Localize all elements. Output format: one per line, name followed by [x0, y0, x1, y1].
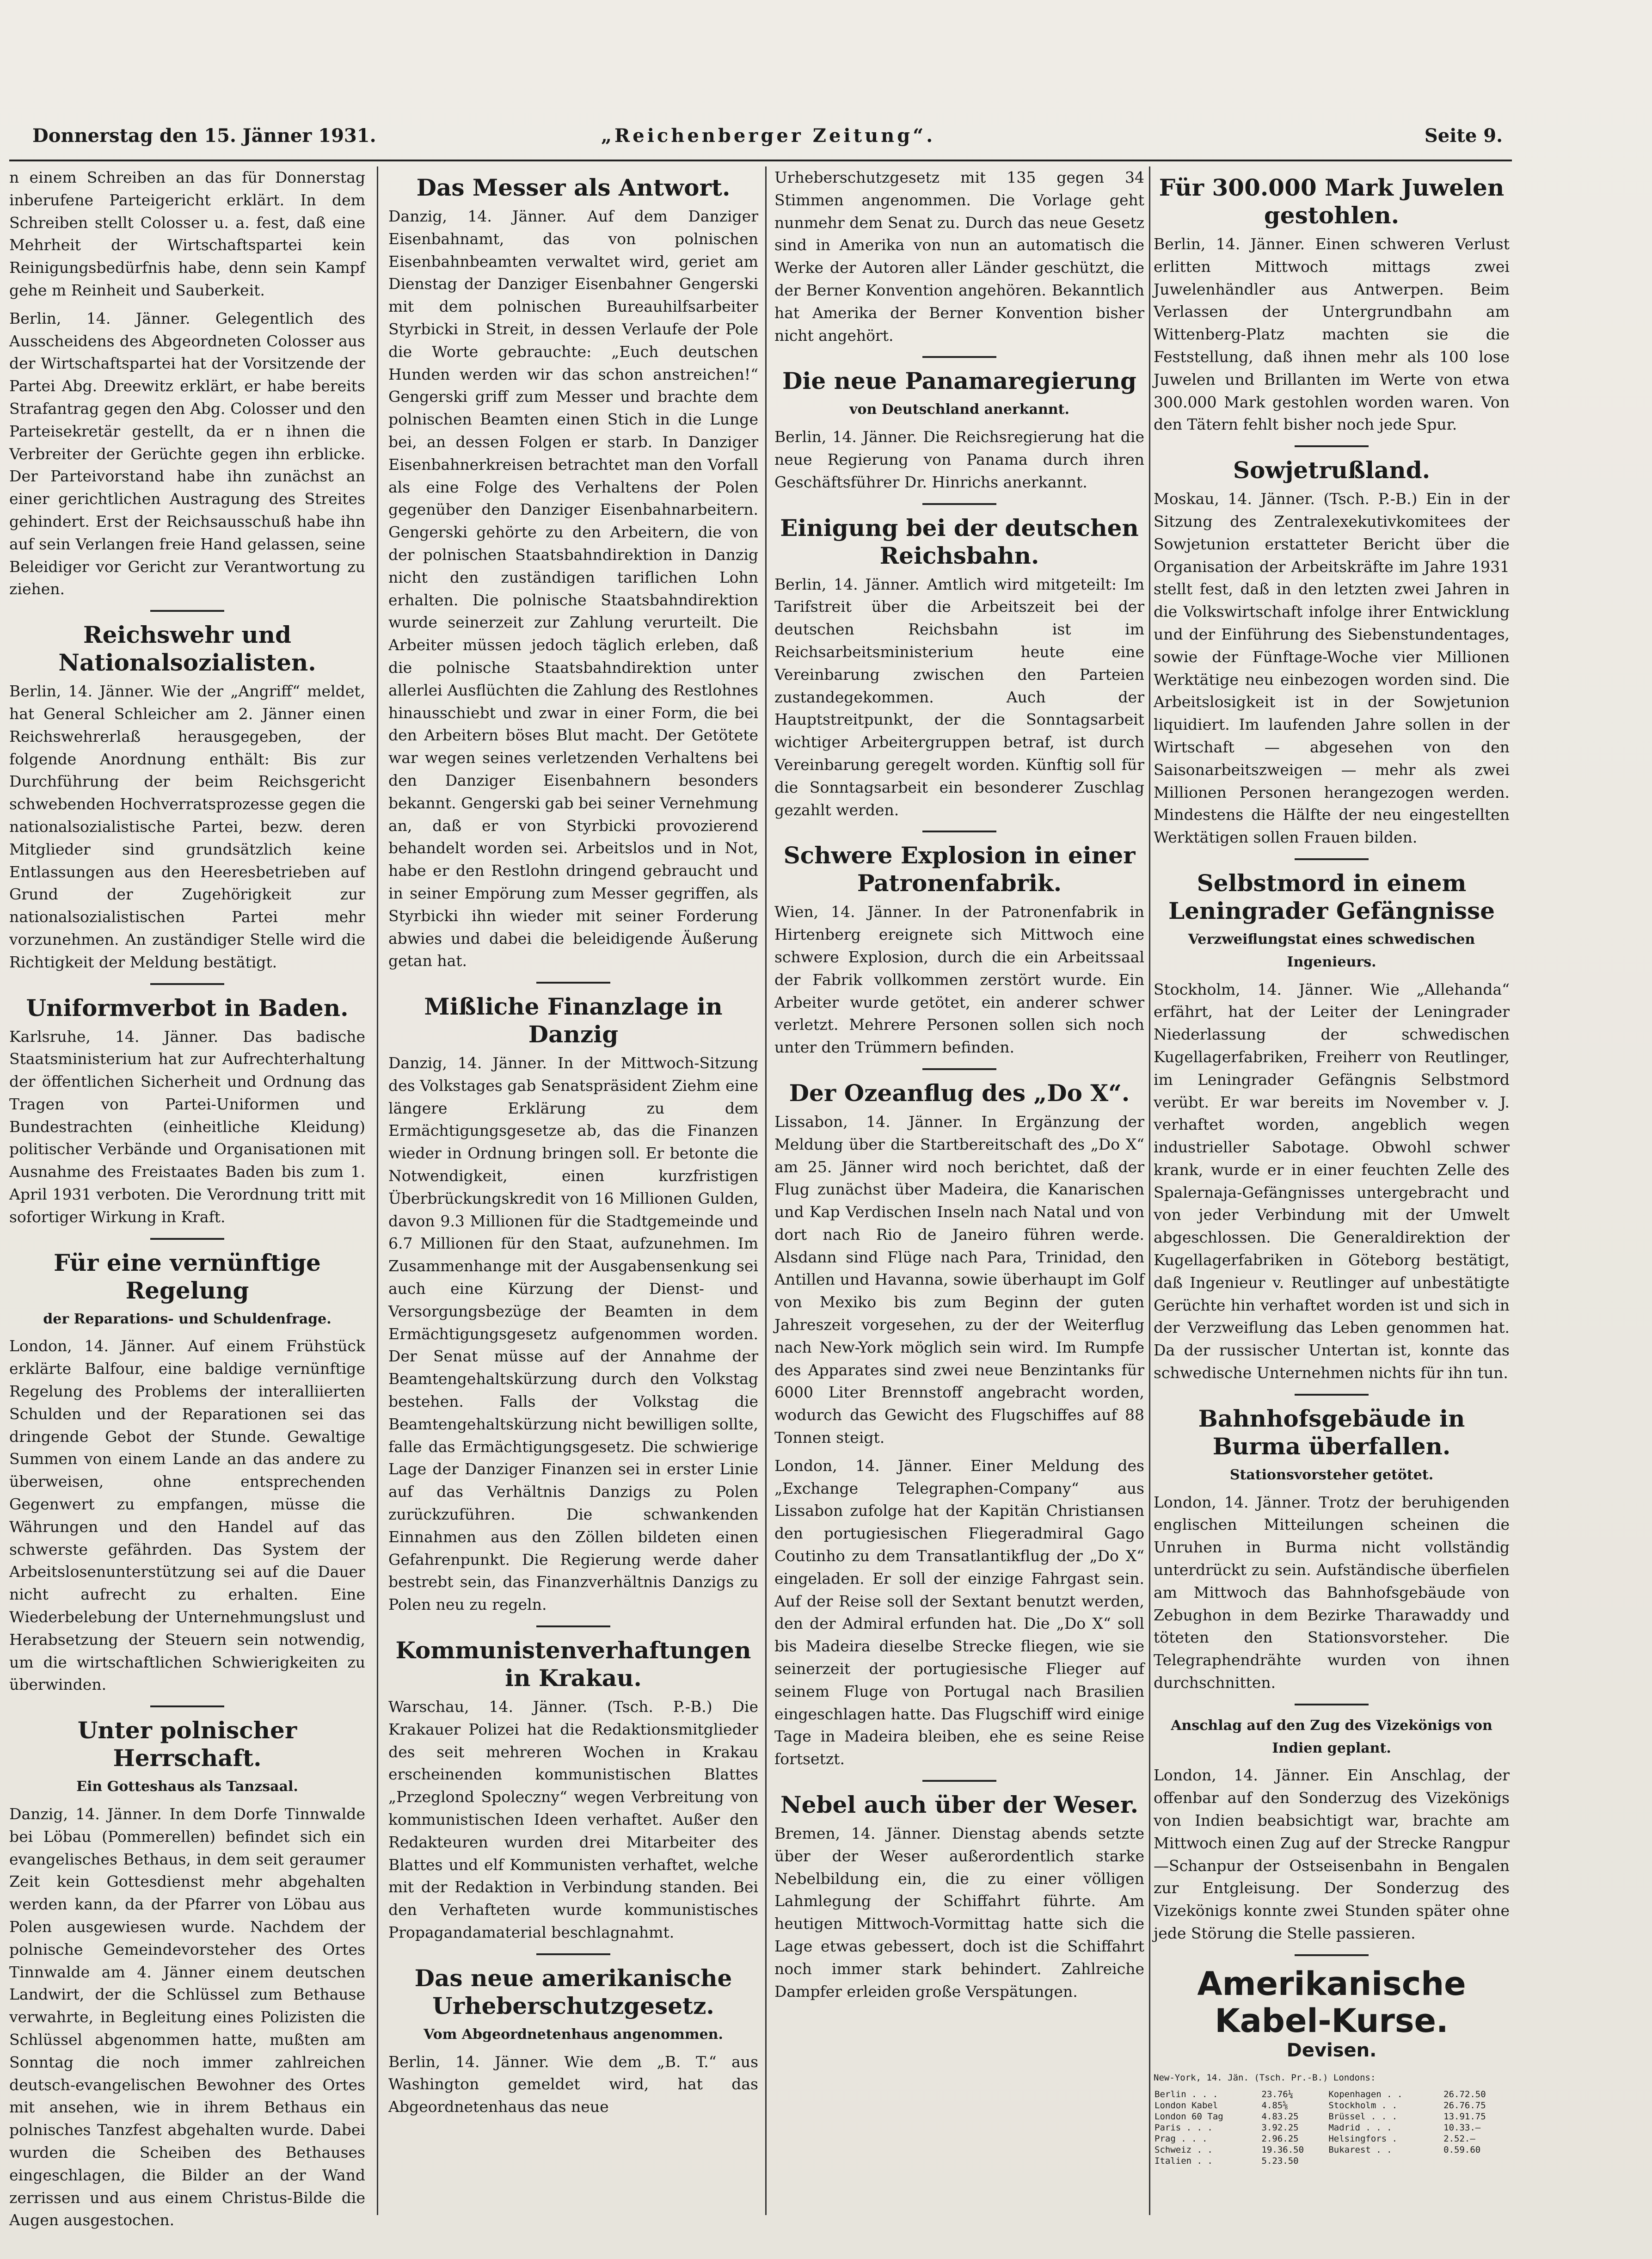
table-cell: Italien . . — [1155, 2156, 1213, 2167]
article-separator — [536, 982, 610, 984]
article-paragraph: Karlsruhe, 14. Jänner. Das badische Staatsministerium hat zur Aufrechterhaltung der öffentlichen Sicherheit und Ordnung das Tragen von Partei-Uniformen und Bundestrachten (einheitliche Kleidung) politischer Verbände und Organisationen mit Ausnahme des Freistaates Baden bis zum 1. April 1931 verboten. Die Verordnung tritt mit sofortiger Wirkung in Kraft. — [9, 1027, 365, 1226]
table-cell: Bukarest . . — [1328, 2145, 1392, 2155]
table-cell — [1327, 2155, 1443, 2167]
article-separator — [150, 610, 224, 612]
article-headline: Das Messer als Antwort. — [416, 174, 731, 201]
article-paragraph: Berlin, 14. Jänner. Wie der „Angriff“ meldet, hat General Schleicher am 2. Jänner einen Reichswehrerlaß herausgegeben, der folgende Anordnung enthält: Bis zur Durchführung der beim Reichsgericht schwebenden Hochverratsprozesse gegen die nationalsozialistische Partei, bezw. deren Mitglieder sind grundsätzlich keine Entlassungen aus den Heeresbetrieben auf Grund der Zugehörigkeit zur nationalsozialistischen Partei mehr vorzunehmen. An zuständiger Stelle wird die Richtigkeit der Meldung bestätigt. — [9, 682, 365, 971]
article-separator — [922, 1780, 996, 1782]
article-paragraph: Danzig, 14. Jänner. In dem Dorfe Tinnwalde bei Löbau (Pommerellen) befindet sich ein evangelisches Bethaus, in dem seit geraumer Zeit kein Gottesdienst mehr abgehalten werden kann, da der Pfarrer von Löbau aus Polen ausgewiesen wurde. Nachdem der polnische Gemeindevorsteher des Ortes Tinnwalde am 4. Jänner einem deutschen Landwirt, der die Schlüssel zum Bethause verwahrte, in Begleitung eines Polizisten die Schlüssel abgenommen hatte, mußten am Sonntag die noch immer zahlreichen deutsch-evangelischen Bewohner des Ortes mit ansehen, wie in ihrem Bethaus ein polnisches Tanzfest abgehalten wurde. Dabei wurden die Scheiben des Bethauses eingeschlagen, die Bilder an der Wand zerrissen und aus einem Christus-Bilde die Augen ausgestochen. — [9, 1805, 365, 2229]
article-separator — [536, 1953, 610, 1955]
article-paragraph: Berlin, 14. Jänner. Wie dem „B. T.“ aus Washington gemeldet wird, hat das Abgeordnetenhaus das neue — [388, 2052, 758, 2116]
table-row — [1154, 2111, 1510, 2122]
article-headline: Schwere Explosion in einer Patronenfabrik. — [783, 842, 1136, 897]
article-paragraph: n einem Schreiben an das für Donnerstag inberufene Parteigericht erklärt. In dem Schreiben stellt Colosser u. a. fest, daß eine Mehrheit der Wirtschaftspartei kein Reinigungsbedürfnis habe, denn sein Kampf gehe m Reinheit und Sauberkeit. — [9, 168, 365, 299]
column-rule — [765, 166, 767, 2215]
header-page-number: Seite 9. — [1424, 125, 1503, 147]
table-cell — [1443, 2155, 1510, 2167]
article-separator — [922, 356, 996, 358]
article-paragraph: Danzig, 14. Jänner. Auf dem Danziger Eisenbahnamt, das von polnischen Eisenbahnbeamten verwaltet wird, geriet am Dienstag der Danziger Eisenbahner Gengerski mit dem polnischen Bureauhilfsarbeiter Styrbicki in Streit, in dessen Verlaufe der Pole die Worte gebrauchte: „Euch deutschen Hunden werden wir das schon anstreichen!“ Gengerski griff zum Messer und brachte dem polnischen Beamten einen Stich in die Lunge bei, an dessen Folgen er starb. In Danziger Eisenbahnerkreisen betrachtet man den Vorfall als eine Folge des Verhaltens der Polen gegenüber den Danziger Eisenbahnarbeitern. Gengerski gehörte zu den Arbeitern, die von der polnischen Staatsbahndirektion in Danzig nicht den zuständigen tariflichen Lohn erhalten. Die polnische Staatsbahndirektion wurde seinerzeit zur Zahlung verurteilt. Die Arbeiter müssen jedoch täglich erleben, daß die polnische Staatsbahndirektion unter allerlei Ausflüchten die Zahlung des Restlohnes hinausschiebt und zwar in einer Form, die bei den Arbeitern böses Blut macht. Der Getötete war wegen seines verletzenden Verhaltens bei den Danziger Eisenbahnern besonders bekannt. Gengerski gab bei seiner Vernehmung an, daß er von Styrbicki provozierend behandelt worden sei. Arbeitslos und in Not, habe er den Restlohn dringend gebraucht und in seiner Empörung zum Messer gegriffen, als Styrbicki ihn wieder mit seiner Forderung abwies und dabei die beleidigende Äußerung getan hat. — [388, 207, 758, 970]
table-row — [1154, 2089, 1510, 2100]
article-headline: Nebel auch über der Weser. — [780, 1791, 1139, 1819]
table-cell: Madrid . . . — [1328, 2123, 1392, 2133]
header-rule — [9, 160, 1512, 161]
article-separator — [922, 503, 996, 505]
header-date: Donnerstag den 15. Jänner 1931. — [32, 125, 376, 147]
table-cell: 3.92.25 — [1261, 2123, 1299, 2133]
article-separator — [150, 983, 224, 985]
article-headline: Die neue Panamaregierung — [782, 367, 1136, 395]
table-cell: 26.76.75 — [1443, 2100, 1486, 2111]
column-rule — [377, 166, 378, 2215]
article-paragraph: Moskau, 14. Jänner. (Tsch. P.-B.) Ein in der Sitzung des Zentralexekutivkomitees der Sowjetunion erstatteter Bericht über die Organisation der Arbeitskräfte im Jahre 1931 stellt fest, daß in den letzten zwei Jahren in die Volkswirtschaft infolge ihrer Entwicklung und der Einführung des Siebenstundentages, sowie der Fünftage-Woche vier Millionen Werktätige neu einbezogen worden sind. Die Arbeitslosigkeit ist in der Sowjetunion liquidiert. Im laufenden Jahre sollen in der Wirtschaft — abgesehen von den Saisonarbeitszweigen — mehr als zwei Millionen Personen herangezogen werden. Mindestens die Hälfte der neu eingestellten Werktätigen sollen Frauen bilden. — [1154, 490, 1510, 847]
article-headline: Kommunistenverhaftungen in Krakau. — [395, 1637, 751, 1692]
article-separator — [922, 1068, 996, 1070]
article-separator — [150, 1238, 224, 1240]
table-cell: 19.36.50 — [1261, 2145, 1304, 2155]
article-headline: Einigung bei der deutschen Reichsbahn. — [780, 514, 1139, 569]
exchange-rates-table — [1154, 2089, 1510, 2167]
article-headline: Reichswehr und Nationalsozialisten. — [58, 621, 316, 677]
article-headline: Selbstmord in einem Leningrader Gefängnisse — [1168, 869, 1495, 924]
exchange-rates-title: Amerikanische Kabel-Kurse. — [1197, 1964, 1466, 2040]
table-cell: Stockholm . . — [1328, 2100, 1398, 2111]
article-paragraph: London, 14. Jänner. Trotz der beruhigenden englischen Mitteilungen scheinen die Unruhen in Burma nicht vollständig unterdrückt zu sein. Aufständische überfielen am Mittwoch das Bahnhofsgebäude von Zebughon in dem Bezirke Tharawaddy und töteten den Stationsvorsteher. Die Telegraphendrähte wurden von ihnen durchschnitten. — [1154, 1493, 1510, 1692]
article-subheadline: der Reparations- und Schuldenfrage. — [43, 1311, 332, 1327]
article-paragraph: Berlin, 14. Jänner. Die Reichsregierung hat die neue Regierung von Panama durch ihren Geschäftsführer Dr. Hinrichs anerkannt. — [774, 428, 1144, 491]
article-headline: Uniformverbot in Baden. — [26, 994, 349, 1022]
column-3 — [774, 166, 1144, 2201]
table-cell: London 60 Tag — [1155, 2111, 1223, 2122]
column-rule — [1149, 166, 1150, 2215]
article-paragraph: Berlin, 14. Jänner. Einen schweren Verlust erlitten Mittwoch mittags zwei Juwelenhändler aus Antwerpen. Beim Verlassen der Untergrundbahn am Wittenberg-Platz machten sie die Feststellung, daß ihnen mehr als 100 lose Juwelen und Brillanten im Werte von etwa 300.000 Mark gestohlen worden waren. Von den Tätern fehlt bisher noch jede Spur. — [1154, 235, 1510, 434]
article-paragraph: Warschau, 14. Jänner. (Tsch. P.-B.) Die Krakauer Polizei hat die Redaktionsmitglieder des seit mehreren Wochen in Krakau erscheinenden kommunistischen Blattes „Przeglond Spoleczny“ wegen Verbreitung von kommunistischen Ideen verhaftet. Außer den Redakteuren wurden drei Mitarbeiter des Blattes und elf Kommunisten verhaftet, welche mit der Redaktion in Verbindung standen. Bei den Verhafteten wurde kommunistisches Propagandamaterial beschlagnahmt. — [388, 1698, 758, 1941]
article-headline: Für eine vernünftige Regelung — [54, 1249, 321, 1304]
table-row — [1154, 2100, 1510, 2111]
article-separator — [1295, 445, 1369, 447]
article-separator — [150, 1705, 224, 1707]
article-headline: Mißliche Finanzlage in Danzig — [424, 993, 723, 1048]
table-cell: 2.52.— — [1443, 2134, 1475, 2144]
article-separator — [1295, 1704, 1369, 1705]
article-headline: Sowjetrußland. — [1233, 456, 1431, 484]
article-headline: Der Ozeanflug des „Do X“. — [789, 1079, 1130, 1107]
exchange-rates-header: New-York, 14. Jän. (Tsch. Pr.-B.) Londons: — [1154, 2072, 1376, 2083]
table-cell: 10.33.— — [1443, 2123, 1481, 2133]
table-cell: 13.91.75 — [1443, 2111, 1486, 2122]
table-row — [1154, 2155, 1510, 2167]
article-paragraph: Berlin, 14. Jänner. Gelegentlich des Ausscheidens des Abgeordneten Colosser aus der Wirtschaftspartei hat der Vorsitzende der Partei Abg. Dreewitz erklärt, er habe bereits Strafantrag gegen den Abg. Colosser und den Parteisekretär gestellt, da er n ihnen die Verbreiter der Gerüchte gegen ihn erblicke. Der Parteivorstand habe ihn zunächst an einer gerichtlichen Austragung des Streites gehindert. Erst der Reichsausschuß habe ihn auf sein Verlangen freie Hand gelassen, seine Beleidiger vor Gericht zur Verantwortung zu ziehen. — [9, 309, 365, 598]
exchange-rates-box — [1154, 1965, 1510, 2167]
table-cell: London Kabel — [1155, 2100, 1218, 2111]
table-cell: Prag . . . — [1155, 2134, 1208, 2144]
table-cell: 2.96.25 — [1261, 2134, 1299, 2144]
article-paragraph: London, 14. Jänner. Ein Anschlag, der offenbar auf den Sonderzug des Vizekönigs von Indien beabsichtigt war, brachte am Mittwoch einen Zug auf der Strecke Rangpur—Schanpur der Ostseisenbahn in Bengalen zur Entgleisung. Der Sonderzug des Vizekönigs konnte zwei Stunden später ohne jede Störung die Stelle passieren. — [1154, 1766, 1510, 1942]
table-row — [1154, 2144, 1510, 2155]
article-paragraph: Wien, 14. Jänner. In der Patronenfabrik in Hirtenberg ereignete sich Mittwoch eine schwere Explosion, durch die ein Arbeitssaal der Fabrik vollkommen zerstört wurde. Ein Arbeiter wurde getötet, ein anderer schwer verletzt. Mehrere Personen sollen sich noch unter den Trümmern befinden. — [774, 903, 1144, 1057]
article-paragraph: Lissabon, 14. Jänner. In Ergänzung der Meldung über die Startbereitschaft des „Do X“ am 25. Jänner wird noch berichtet, daß der Flug zunächst über Madeira, die Kanarischen und Kap Verdischen Inseln nach Natal und von dort nach Rio de Janeiro führen werde. Alsdann sind Flüge nach Para, Trinidad, den Antillen und Havanna, sowie überhaupt im Golf von Mexiko bis zum Beginn der guten Jahreszeit vorgesehen, zu der der Weiterflug nach New-York möglich sein wird. Im Rumpfe des Apparates sind zwei neue Benzintanks für 6000 Liter Brennstoff angebracht worden, wodurch das Gewicht des Flugschiffes auf 88 Tonnen steigt. — [774, 1112, 1144, 1447]
article-subheadline: von Deutschland anerkannt. — [849, 401, 1069, 418]
table-cell: 26.72.50 — [1443, 2089, 1486, 2100]
article-separator — [1295, 1954, 1369, 1956]
article-headline: Bahnhofsgebäude in Burma überfallen. — [1198, 1404, 1465, 1460]
article-headline: Das neue amerikanische Urheberschutzgesetz. — [414, 1964, 732, 2019]
article-separator — [1295, 858, 1369, 860]
table-cell: 4.83.25 — [1261, 2111, 1299, 2122]
table-cell: Helsingfors . — [1328, 2134, 1398, 2144]
table-cell: Paris . . . — [1155, 2123, 1213, 2133]
article-paragraph: Bremen, 14. Jänner. Dienstag abends setzte über der Weser außerordentlich starke Nebelbildung ein, die zu einer völligen Lahmlegung der Schiffahrt führte. Am heutigen Mittwoch-Vormittag hatte sich die Lage etwas gebessert, doch ist die Schiffahrt noch immer stark behindert. Zahlreiche Dampfer erleiden große Verspätungen. — [774, 1824, 1144, 2000]
table-row — [1154, 2133, 1510, 2144]
article-subheadline: Verzweiflungstat eines schwedischen Ingenieurs. — [1188, 931, 1475, 970]
page-header — [32, 125, 1503, 153]
table-cell: 23.76¼ — [1261, 2089, 1294, 2100]
article-paragraph: Danzig, 14. Jänner. In der Mittwoch-Sitzung des Volkstages gab Senatspräsident Ziehm eine längere Erklärung zu dem Ermächtigungsgesetze ab, das die Finanzen wieder in Ordnung bringen soll. Er betonte die Notwendigkeit, einen kurzfristigen Überbrückungskredit von 16 Millionen Gulden, davon 9.3 Millionen für die Stadtgemeinde und 6.7 Millionen für den Staat, aufzunehmen. Im Zusammenhange mit der Ausgabensenkung sei auch eine Kürzung der Dienst- und Versorgungsbezüge der Beamten in dem Ermächtigungsgesetz aufgenommen worden. Der Senat müsse auf der Annahme der Beamtengehaltskürzung durch den Volkstag bestehen. Falls der Volkstag die Beamtengehaltskürzung nicht bewilligen sollte, falle das Ermächtigungsgesetz. Die schwierige Lage der Danziger Finanzen sei in erster Linie auf das Verhältnis Danzigs zu Polen zurückzuführen. Die schwankenden Einnahmen aus den Zöllen bildeten einen Gefahrenpunkt. Die Regierung werde daher bestrebt sein, das Finanzverhältnis Danzigs zu Polen neu zu regeln. — [388, 1054, 758, 1614]
article-separator — [1295, 1394, 1369, 1396]
article-paragraph: London, 14. Jänner. Einer Meldung des „Exchange Telegraphen-Company“ aus Lissabon zufolge hat der Kapitän Christiansen den portugiesischen Fliegeradmiral Gago Coutinho zu dem Transatlantikflug der „Do X“ eingeladen. Er soll der einzige Fahrgast sein. Auf der Reise soll der Sextant benutzt werden, den der Admiral erfunden hat. Die „Do X“ soll bis Madeira dieselbe Strecke fliegen, wie sie seinerzeit der portugiesische Flieger auf seinem Fluge von Portugal nach Brasilien eingeschlagen hatte. Das Flugschiff wird einige Tage in Madeira bleiben, ehe es seine Reise fortsetzt. — [774, 1456, 1144, 1768]
article-subheadline: Anschlag auf den Zug des Vizekönigs von Indien geplant. — [1171, 1717, 1492, 1756]
table-cell: Kopenhagen . . — [1328, 2089, 1403, 2100]
article-subheadline: Stationsvorsteher getötet. — [1229, 1466, 1434, 1483]
article-paragraph: Stockholm, 14. Jänner. Wie „Allehanda“ erfährt, hat der Leiter der Leningrader Niederlassung der schwedischen Kugellagerfabriken, Freiherr von Reutlinger, im Leningrader Gefängnis Selbstmord verübt. Er war bereits im November v. J. verhaftet worden, angeblich wegen industrieller Sabotage. Obwohl schwer krank, wurde er in einer feuchten Zelle des Spalernaja-Gefängnisses untergebracht und von jeder Verbindung mit der Umwelt abgeschlossen. Die Generaldirektion der Kugellagerfabriken in Göteborg bestätigt, daß Ingenieur v. Reutlinger auf unbestätigte Gerüchte hin verhaftet worden ist und sich in der Verzweiflung das Leben genommen hat. Da der russischer Untertan ist, konnte das schwedische Unternehmen nichts für ihn tun. — [1154, 980, 1510, 1382]
table-cell: Brüssel . . . — [1328, 2111, 1398, 2122]
article-subheadline: Ein Gotteshaus als Tanzsaal. — [76, 1779, 298, 1795]
article-headline: Unter polnischer Herrschaft. — [77, 1717, 297, 1772]
column-1 — [9, 166, 365, 2229]
article-headline: Für 300.000 Mark Juwelen gestohlen. — [1159, 174, 1505, 229]
exchange-rates-subtitle: Devisen. — [1286, 2039, 1377, 2061]
table-row — [1154, 2122, 1510, 2133]
table-cell: 4.85⅝ — [1261, 2100, 1288, 2111]
header-paper-title: „Reichenberger Zeitung“. — [601, 125, 936, 147]
table-cell: 5.23.50 — [1261, 2156, 1299, 2167]
article-separator — [536, 1625, 610, 1627]
table-cell: Berlin . . . — [1155, 2089, 1218, 2100]
table-cell: 0.59.60 — [1443, 2145, 1481, 2155]
article-paragraph: London, 14. Jänner. Auf einem Frühstück erklärte Balfour, eine baldige vernünftige Regelung des Problems der interalliierten Schulden und der Reparationen sei das dringende Gebot der Stunde. Gewaltige Summen von einem Lande an das andere zu überweisen, ohne entsprechenden Gegenwert zu empfangen, müsse die Währungen und den Handel auf das schwerste gefährden. Das System der Arbeitslosenunterstützung sei auf die Dauer nicht aufrecht zu erhalten. Eine Wiederbelebung der Unternehmungslust und Herabsetzung der Steuern sein notwendig, um die wirtschaftlichen Schwierigkeiten zu überwinden. — [9, 1337, 365, 1694]
table-cell: Schweiz . . — [1155, 2145, 1213, 2155]
article-separator — [922, 831, 996, 832]
article-paragraph: Berlin, 14. Jänner. Amtlich wird mitgeteilt: Im Tarifstreit über die Arbeitszeit bei der deutschen Reichsbahn ist im Reichsarbeitsministerium heute eine Vereinbarung zwischen den Parteien zustandegekommen. Auch der Hauptstreitpunkt, der die Sonntagsarbeit wichtiger Arbeitergruppen betraf, ist durch Vereinbarung geregelt worden. Künftig soll für die Sonntagsarbeit ein besonderer Zuschlag gezahlt werden. — [774, 575, 1144, 819]
column-4 — [1154, 166, 1510, 2201]
article-paragraph: Urheberschutzgesetz mit 135 gegen 34 Stimmen angenommen. Die Vorlage geht nunmehr dem Senat zu. Durch das neue Gesetz sind in Amerika von nun an automatisch die Werke der Autoren aller Länder geschützt, die der Berner Konvention angehören. Bekanntlich hat Amerika der Berner Konvention bisher nicht angehört. — [774, 168, 1144, 345]
article-subheadline: Vom Abgeordnetenhaus angenommen. — [424, 2026, 723, 2043]
column-2 — [388, 166, 758, 2201]
